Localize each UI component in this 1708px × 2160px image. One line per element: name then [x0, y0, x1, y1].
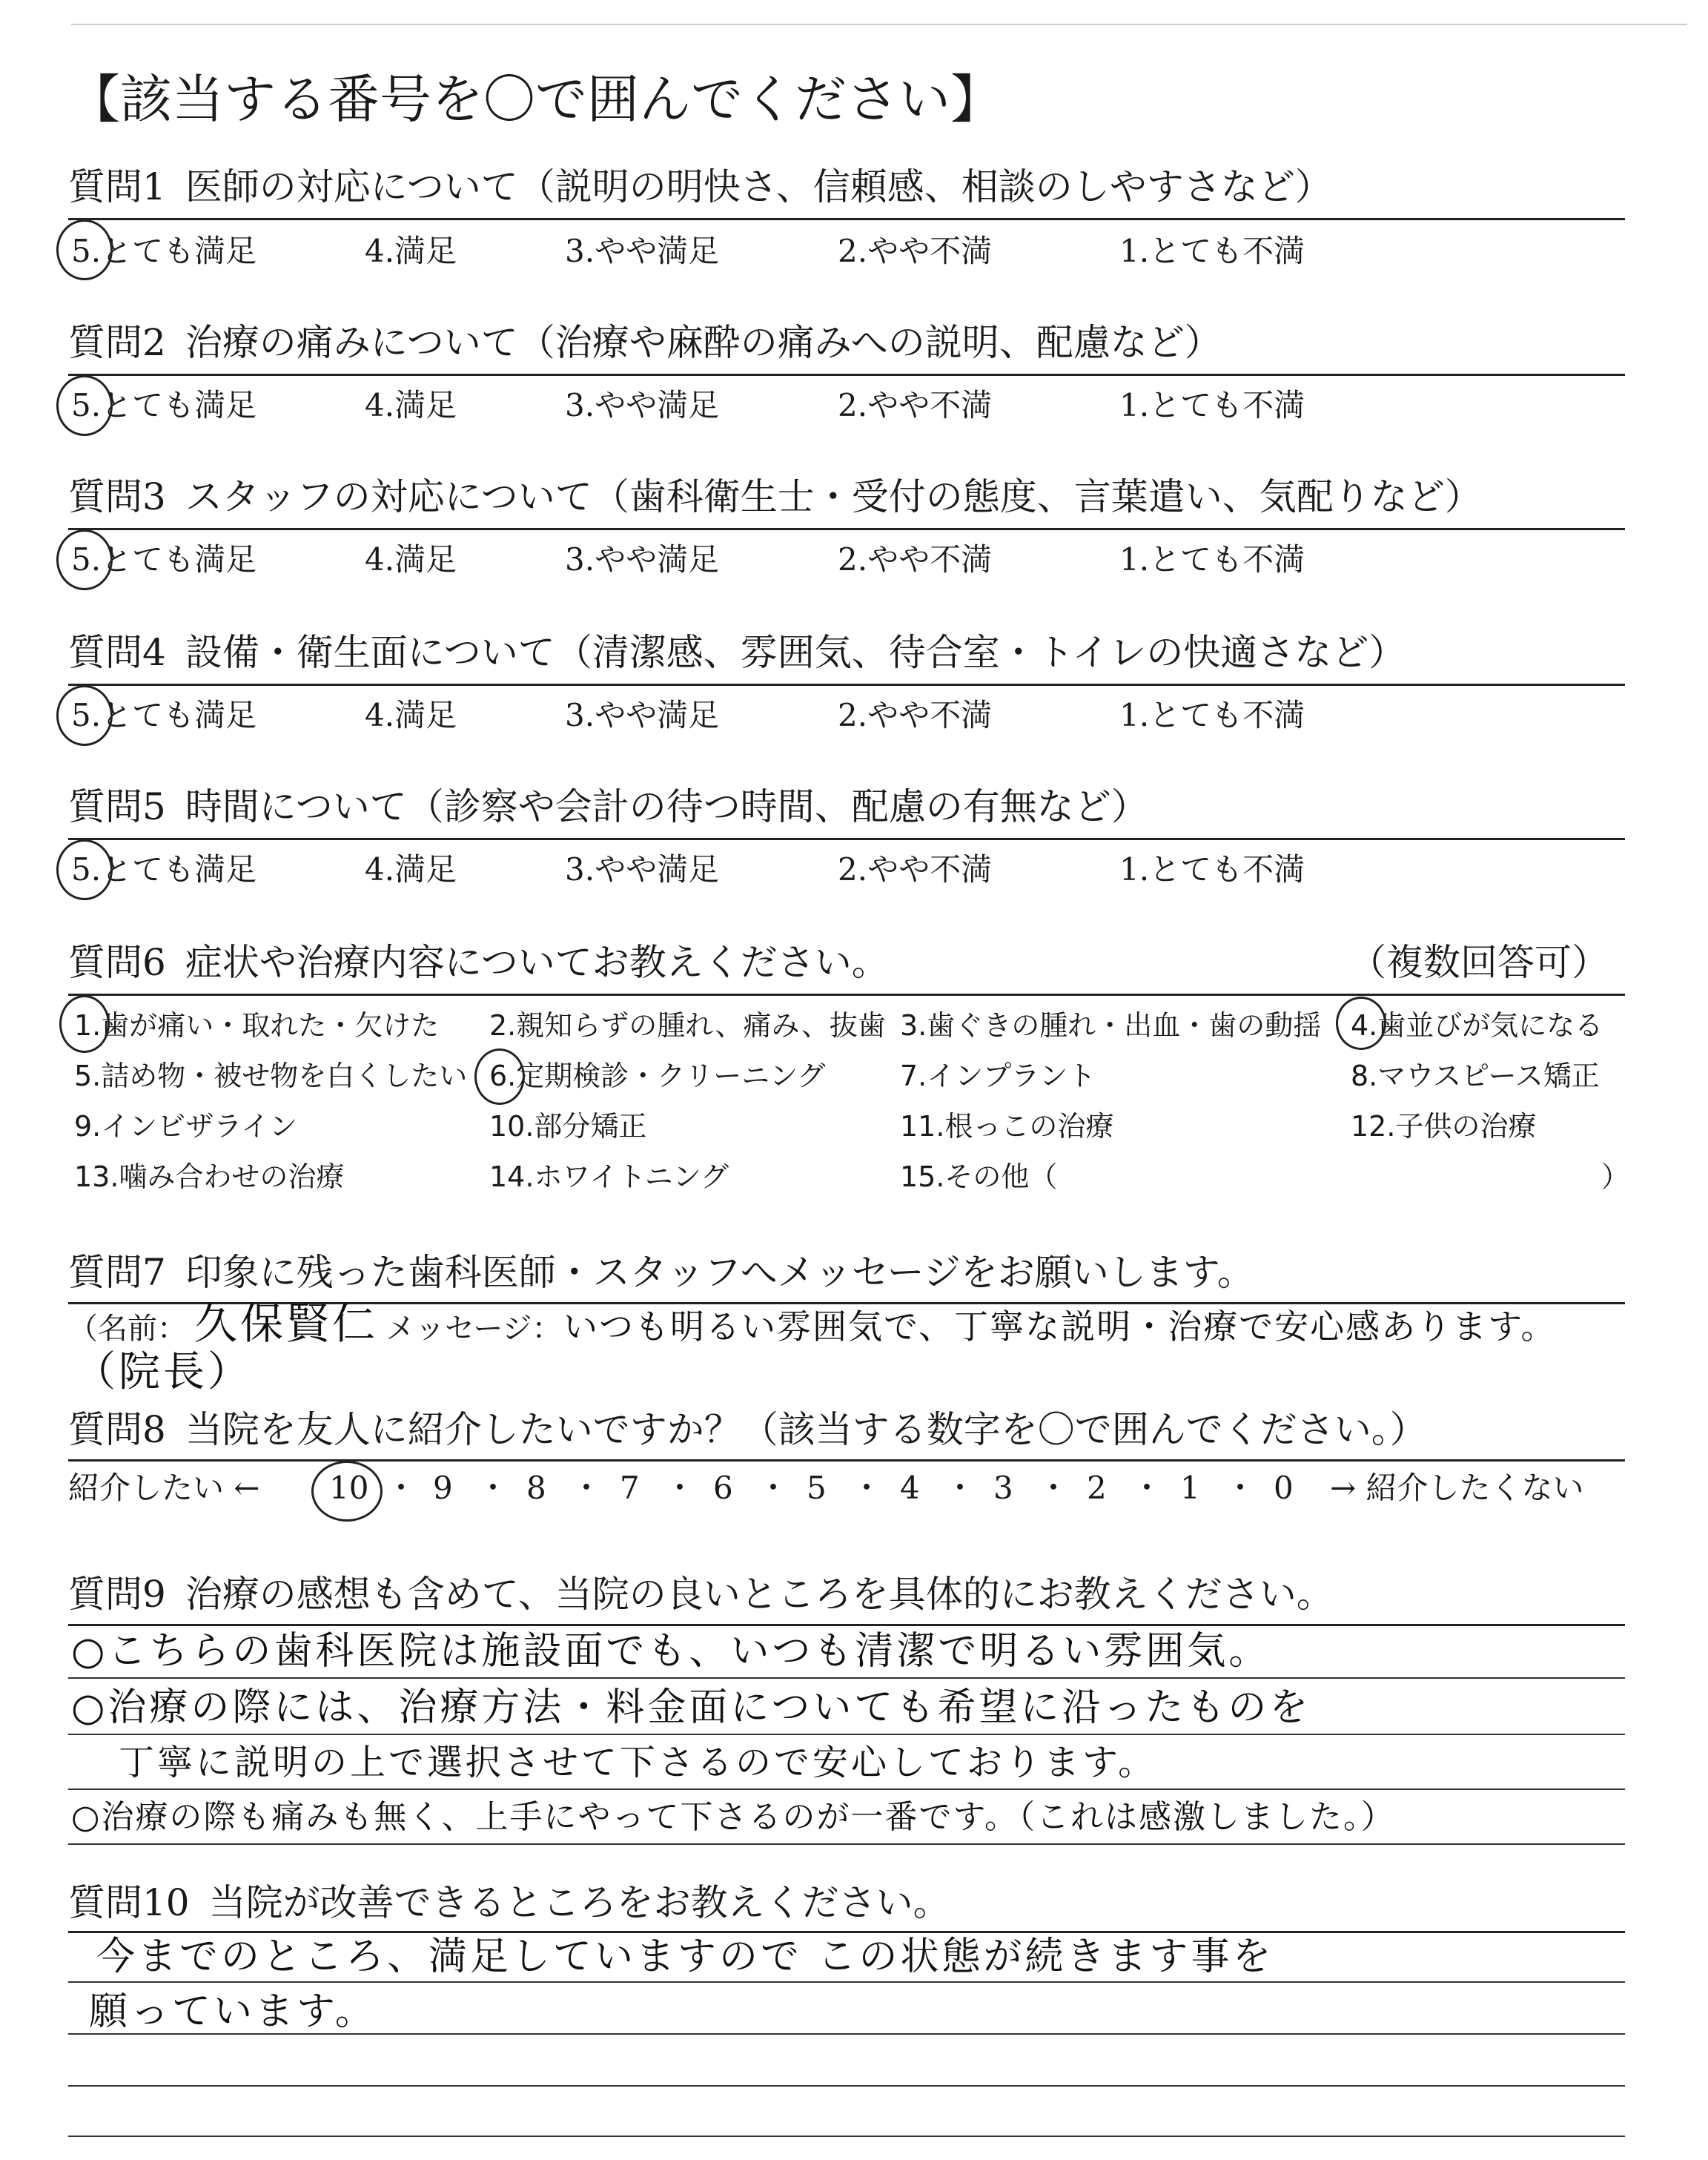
q2-title-row [68, 320, 1222, 365]
q6-option-15[interactable]: 15.その他（ [900, 1160, 1058, 1193]
q9-rule [68, 1624, 1625, 1626]
q7-number: 質問7 [68, 1251, 166, 1294]
q4-title-row [68, 630, 1406, 675]
q5-option-3[interactable]: 3.やや満足 [565, 851, 720, 888]
q1-title-row [68, 165, 1332, 209]
top-border [71, 24, 1687, 25]
q9-answer-line-2[interactable]: ○治療の際には、治療方法・料金面についても希望に沿ったものを [71, 1685, 1311, 1730]
q6-title: 症状や治療内容についてお教えください。 [185, 941, 889, 984]
q10-rule [68, 1931, 1625, 1933]
q10-answer-line-1[interactable]: 今までのところ、満足していますので この状態が続きます事を [96, 1935, 1274, 1979]
q10-title-row [68, 1880, 950, 1925]
q8-scale-4[interactable]: 4 [900, 1470, 920, 1506]
q8-separator: ・ [851, 1470, 883, 1506]
q8-scale-1[interactable]: 1 [1180, 1470, 1200, 1506]
q6-option-7[interactable]: 7.インプラント [900, 1060, 1096, 1092]
q4-option-4[interactable]: 4.満足 [365, 697, 457, 733]
q5-option-5[interactable]: 5.とても満足 [71, 851, 257, 888]
q10-number: 質問10 [68, 1881, 190, 1924]
q6-rule [68, 994, 1625, 996]
q4-rule [68, 684, 1625, 686]
q8-answer-circle [311, 1461, 383, 1522]
q6-option-12[interactable]: 12.子供の治療 [1351, 1110, 1537, 1143]
q3-answer-circle [56, 529, 113, 590]
q8-title-row [68, 1407, 1427, 1452]
q9-answer-line-4[interactable]: ○治療の際も痛みも無く、上手にやって下さるのが一番です。（これは感激しました。） [71, 1798, 1395, 1836]
q8-scale-0[interactable]: 0 [1274, 1470, 1294, 1506]
q2-number: 質問2 [68, 321, 166, 364]
q4-answer-circle [56, 685, 113, 746]
q1-title: 医師の対応について（説明の明快さ、信頼感、相談のしやすさなど） [185, 165, 1332, 208]
q6-option-4[interactable]: 4.歯並びが気になる [1351, 1009, 1603, 1042]
q3-option-5[interactable]: 5.とても満足 [71, 541, 257, 578]
q4-option-5[interactable]: 5.とても満足 [71, 697, 257, 733]
q10-answer-line-2[interactable]: 願っています。 [89, 1989, 377, 2034]
q3-title: スタッフの対応について（歯科衛生士・受付の態度、言葉遣い、気配りなど） [185, 475, 1482, 518]
q6-option-9[interactable]: 9.インビザライン [74, 1110, 298, 1143]
q1-option-5[interactable]: 5.とても満足 [71, 233, 257, 269]
q3-rule [68, 528, 1625, 530]
q8-number: 質問8 [68, 1408, 166, 1451]
q7-name-value[interactable]: 久保賢仁 [194, 1298, 379, 1349]
q1-option-4[interactable]: 4.満足 [365, 233, 457, 269]
q5-option-4[interactable]: 4.満足 [365, 851, 457, 888]
q6-option-10[interactable]: 10.部分矯正 [489, 1110, 647, 1143]
q8-scale-10[interactable]: 10 [329, 1470, 369, 1506]
q4-number: 質問4 [68, 631, 166, 674]
q7-role-note: （院長） [74, 1348, 252, 1396]
q5-title-row [68, 785, 1148, 829]
q4-option-1[interactable]: 1.とても不満 [1119, 697, 1305, 733]
q8-separator: ・ [944, 1470, 976, 1506]
q8-separator: ・ [758, 1470, 790, 1506]
q9-writing-line [68, 1789, 1625, 1790]
q4-option-2[interactable]: 2.やや不満 [838, 697, 993, 733]
q7-title-row [68, 1250, 1254, 1295]
q6-option-3[interactable]: 3.歯ぐきの腫れ・出血・歯の動揺 [900, 1009, 1322, 1042]
q10-title: 当院が改善できるところをお教えください。 [208, 1881, 950, 1924]
q6-option-6[interactable]: 6.定期検診・クリーニング [489, 1060, 826, 1092]
q4-option-3[interactable]: 3.やや満足 [565, 697, 720, 733]
q8-right-label: → 紹介したくない [1330, 1470, 1584, 1506]
q8-left-label: 紹介したい ← [68, 1470, 260, 1506]
q8-separator: ・ [1131, 1470, 1163, 1506]
q6-option-15-close-paren: ） [1601, 1160, 1630, 1193]
q6-option-1[interactable]: 1.歯が痛い・取れた・欠けた [74, 1009, 440, 1042]
q3-option-4[interactable]: 4.満足 [365, 541, 457, 578]
q9-number: 質問9 [68, 1573, 166, 1616]
q6-option-5[interactable]: 5.詰め物・被せ物を白くしたい [74, 1060, 468, 1092]
q8-separator: ・ [477, 1470, 509, 1506]
q6-option-8[interactable]: 8.マウスピース矯正 [1351, 1060, 1600, 1092]
q8-separator: ・ [385, 1470, 417, 1506]
q2-title: 治療の痛みについて（治療や麻酔の痛みへの説明、配慮など） [185, 321, 1222, 364]
q1-rule [68, 218, 1625, 220]
q5-rule [68, 838, 1625, 840]
q8-separator: ・ [664, 1470, 696, 1506]
q6-option-11[interactable]: 11.根っこの治療 [900, 1110, 1114, 1143]
q6-option-2[interactable]: 2.親知らずの腫れ、痛み、抜歯 [489, 1009, 886, 1042]
q4-title: 設備・衛生面について（清潔感、雰囲気、待合室・トイレの快適さなど） [185, 631, 1406, 674]
q8-scale-7[interactable]: 7 [620, 1470, 640, 1506]
q7-title: 印象に残った歯科医師・スタッフへメッセージをお願いします。 [185, 1251, 1254, 1294]
q8-separator: ・ [1038, 1470, 1070, 1506]
q5-title: 時間について（診察や会計の待つ時間、配慮の有無など） [185, 785, 1148, 828]
q9-writing-line [68, 1677, 1625, 1679]
q8-scale-2[interactable]: 2 [1087, 1470, 1107, 1506]
q7-name-label: （名前： [68, 1312, 187, 1346]
q9-answer-line-1[interactable]: ○こちらの歯科医院は施設面でも、いつも清潔で明るい雰囲気。 [71, 1629, 1271, 1674]
q8-scale-9[interactable]: 9 [433, 1470, 453, 1506]
q10-writing-line [68, 1981, 1625, 1983]
q2-option-3[interactable]: 3.やや満足 [565, 387, 720, 423]
q8-separator: ・ [1225, 1470, 1257, 1506]
q3-number: 質問3 [68, 475, 166, 518]
q1-number: 質問1 [68, 165, 166, 208]
q7-message-value[interactable]: いつも明るい雰囲気で、丁寧な説明・治療で安心感あります。 [563, 1307, 1557, 1347]
q8-title: 当院を友人に紹介したいですか？（該当する数字を〇で囲んでください。） [185, 1408, 1427, 1451]
q6-title-row [68, 940, 889, 985]
q9-writing-line [68, 1843, 1625, 1845]
q5-option-2[interactable]: 2.やや不満 [838, 851, 993, 888]
q2-option-1[interactable]: 1.とても不満 [1119, 387, 1305, 423]
q10-writing-line [68, 2033, 1625, 2035]
q5-number: 質問5 [68, 785, 166, 828]
q6-answer-circle-6 [474, 1048, 525, 1105]
q3-option-1[interactable]: 1.とても不満 [1119, 541, 1305, 578]
q2-rule [68, 374, 1625, 376]
q1-answer-circle [56, 219, 113, 280]
q6-answer-circle-4 [1336, 997, 1386, 1050]
q1-option-2[interactable]: 2.やや不満 [838, 233, 993, 269]
q10-writing-line [68, 2136, 1625, 2137]
q3-title-row [68, 475, 1482, 519]
q7-message-label: メッセージ： [385, 1312, 562, 1346]
q9-title: 治療の感想も含めて、当院の良いところを具体的にお教えください。 [185, 1573, 1334, 1616]
q1-option-3[interactable]: 3.やや満足 [565, 233, 720, 269]
q9-writing-line [68, 1734, 1625, 1735]
q2-option-4[interactable]: 4.満足 [365, 387, 457, 423]
q6-option-13[interactable]: 13.噛み合わせの治療 [74, 1160, 345, 1193]
q2-option-5[interactable]: 5.とても満足 [71, 387, 257, 423]
q8-separator: ・ [571, 1470, 603, 1506]
q6-multiple-note: （複数回答可） [1349, 941, 1609, 984]
q8-scale-5[interactable]: 5 [807, 1470, 827, 1506]
q5-option-1[interactable]: 1.とても不満 [1119, 851, 1305, 888]
q10-writing-line [68, 2085, 1625, 2087]
instructions-header: 【該当する番号を〇で囲んでください】 [68, 69, 1002, 130]
q8-scale-8[interactable]: 8 [526, 1470, 546, 1506]
q6-option-14[interactable]: 14.ホワイトニング [489, 1160, 729, 1193]
q2-answer-circle [56, 375, 113, 436]
q6-number: 質問6 [68, 941, 166, 984]
q9-answer-line-3[interactable]: 丁寧に説明の上で選択させて下さるので安心しております。 [119, 1742, 1157, 1783]
q6-answer-circle-1 [59, 995, 110, 1053]
q5-answer-circle [56, 839, 113, 900]
q8-rule [68, 1459, 1625, 1462]
q2-option-2[interactable]: 2.やや不満 [838, 387, 993, 423]
q1-option-1[interactable]: 1.とても不満 [1119, 233, 1305, 269]
q8-scale-6[interactable]: 6 [713, 1470, 733, 1506]
q9-title-row [68, 1572, 1334, 1616]
q3-option-3[interactable]: 3.やや満足 [565, 541, 720, 578]
q8-scale-3[interactable]: 3 [993, 1470, 1013, 1506]
q3-option-2[interactable]: 2.やや不満 [838, 541, 993, 578]
